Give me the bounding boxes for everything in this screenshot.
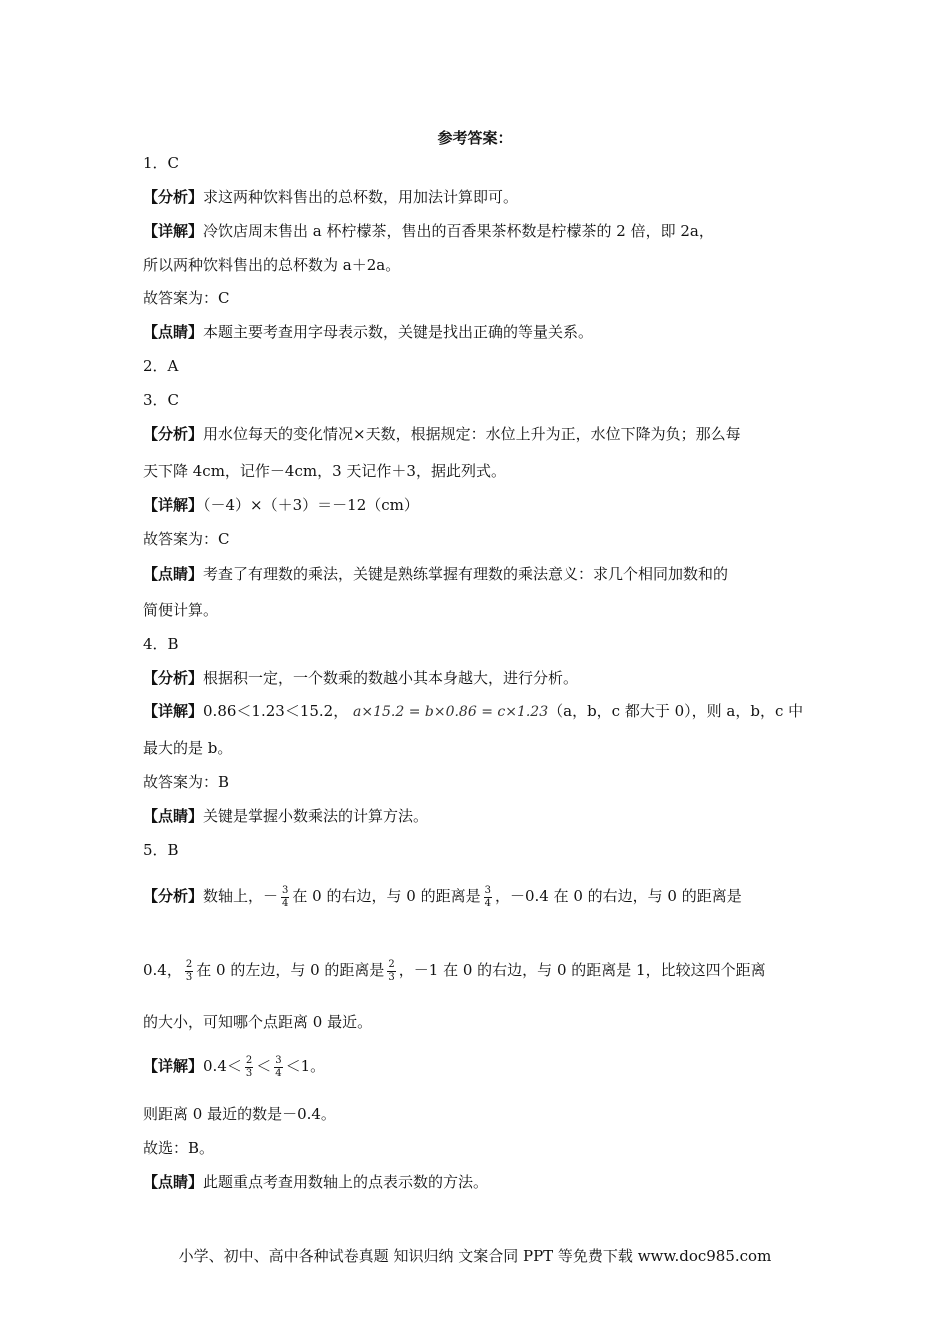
answer-2: 2．A (143, 357, 179, 375)
detail-tag: 【详解】 (143, 222, 204, 240)
analysis-4 (143, 668, 578, 688)
answer-conclusion-1: 故答案为：C (143, 289, 230, 307)
comment-text: 本题主要考查用字母表示数，关键是找出正确的等量关系。 (203, 323, 594, 341)
answer-4: 4．B (143, 635, 179, 653)
analysis-1 (143, 187, 518, 207)
comment-text: 关键是掌握小数乘法的计算方法。 (203, 807, 429, 825)
answer-conclusion-4: 故答案为：B (143, 773, 230, 791)
answer-3: 3．C (143, 391, 180, 409)
analysis-5-cont2: 的大小，可知哪个点距离 0 最近。 (143, 1013, 373, 1031)
comment-5 (143, 1172, 488, 1192)
detail-5-cont: 则距离 0 最近的数是－0.4。 (143, 1105, 336, 1123)
detail-text-c: （a，b，c 都大于 0），则 a，b，c 中 (548, 702, 804, 720)
page-footer: 小学、初中、高中各种试卷真题 知识归纳 文案合同 PPT 等免费下载 www.doc985.com (178, 1247, 772, 1265)
detail-tag: 【详解】 (143, 496, 204, 514)
fraction-three-quarters: $\frac{3}{4}$ (275, 1054, 282, 1079)
analysis-5 (143, 874, 742, 918)
comment-3 (143, 564, 728, 584)
comment-1 (143, 322, 593, 342)
analysis-tag: 【分析】 (143, 425, 204, 443)
analysis-text: 根据积一定，一个数乘的数越小其本身越大，进行分析。 (203, 669, 579, 687)
detail-text-b: ＜1。 (285, 1057, 326, 1075)
detail-1-cont: 所以两种饮料售出的总杯数为 a＋2a。 (143, 256, 401, 274)
detail-1 (143, 221, 714, 241)
analysis-text: 求这两种饮料售出的总杯数，用加法计算即可。 (203, 188, 519, 206)
comment-3-cont: 简便计算。 (143, 601, 219, 619)
detail-tag: 【详解】 (143, 1057, 204, 1075)
comment-tag: 【点睛】 (143, 565, 204, 583)
comment-4 (143, 806, 428, 826)
analysis-tag: 【分析】 (143, 669, 204, 687)
fraction-three-quarters: $\frac{3}{4}$ (282, 884, 289, 909)
answer-1: 1．C (143, 154, 180, 172)
detail-tag: 【详解】 (143, 702, 204, 720)
detail-3 (143, 495, 419, 515)
analysis-5-cont (143, 948, 766, 992)
page-title: 参考答案： (437, 129, 513, 147)
detail-text-a: 0.86＜1.23＜15.2， (203, 702, 349, 720)
analysis-text-a: 数轴上，－ (203, 887, 279, 905)
fraction-two-thirds: $\frac{2}{3}$ (245, 1054, 253, 1079)
comment-tag: 【点睛】 (143, 807, 204, 825)
analysis-3-cont: 天下降 4cm，记作－4cm，3 天记作＋3，据此列式。 (143, 462, 506, 480)
analysis-text-c: ，－0.4 在 0 的右边，与 0 的距离是 (494, 887, 742, 905)
analysis-text-b: 在 0 的右边，与 0 的距离是 (292, 887, 481, 905)
detail-4-cont: 最大的是 b。 (143, 739, 233, 757)
fraction-three-quarters: $\frac{3}{4}$ (484, 884, 491, 909)
detail-text: （－4）×（＋3）＝－12（cm） (203, 496, 419, 514)
analysis-3 (143, 424, 741, 444)
comment-tag: 【点睛】 (143, 323, 204, 341)
comment-text: 考查了有理数的乘法，关键是熟练掌握有理数的乘法意义：求几个相同加数和的 (203, 565, 729, 583)
detail-5 (143, 1044, 325, 1088)
comment-text: 此题重点考查用数轴上的点表示数的方法。 (203, 1173, 489, 1191)
analysis-text: 用水位每天的变化情况×天数，根据规定：水位上升为正，水位下降为负；那么每 (203, 425, 741, 443)
equation: a×15.2 = b×0.86 = c×1.23 (353, 704, 549, 720)
answer-5: 5．B (143, 841, 179, 859)
less-than: ＜ (256, 1057, 272, 1075)
analysis-text-f: ，－1 在 0 的右边，与 0 的距离是 1，比较这四个距离 (398, 961, 766, 979)
detail-4 (143, 701, 803, 722)
analysis-tag: 【分析】 (143, 188, 204, 206)
analysis-text-d: 0.4， (143, 961, 182, 979)
fraction-two-thirds: $\frac{2}{3}$ (388, 958, 395, 983)
answer-conclusion-5: 故选：B。 (143, 1139, 215, 1157)
detail-text-a: 0.4＜ (203, 1057, 242, 1075)
answer-conclusion-3: 故答案为：C (143, 530, 230, 548)
detail-text: 冷饮店周末售出 a 杯柠檬茶，售出的百香果茶杯数是柠檬茶的 2 倍，即 2a， (203, 222, 714, 240)
analysis-tag: 【分析】 (143, 887, 204, 905)
analysis-text-e: 在 0 的左边，与 0 的距离是 (196, 961, 385, 979)
fraction-two-thirds: $\frac{2}{3}$ (185, 958, 193, 983)
comment-tag: 【点睛】 (143, 1173, 204, 1191)
